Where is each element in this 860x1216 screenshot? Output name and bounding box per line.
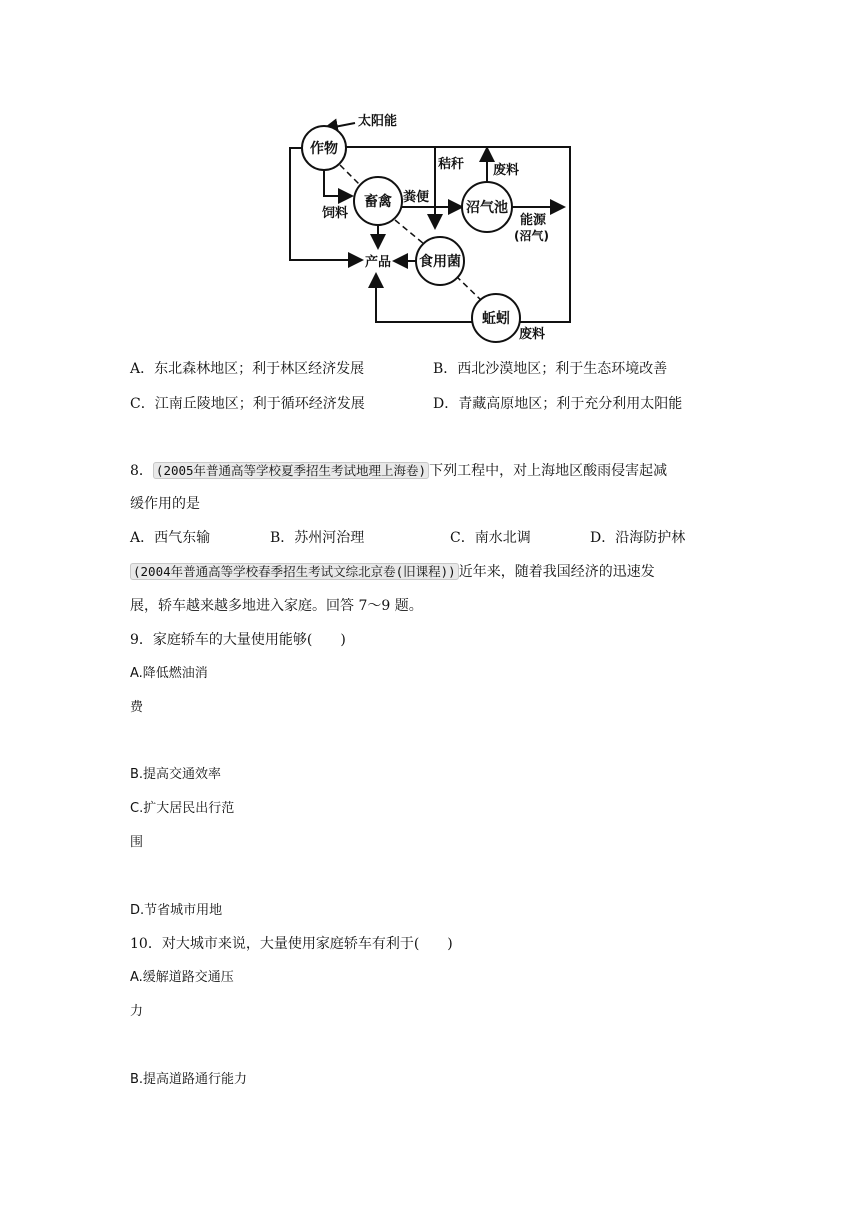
biogas-label: 沼气池 [466, 200, 508, 216]
q9-stem: 9．家庭轿车的大量使用能够( ) [130, 632, 346, 648]
feed-label: 饲料 [322, 206, 349, 221]
q8-stem [130, 461, 667, 481]
q9-option-a-line2: 费 [130, 700, 144, 715]
q7-option-d: D．青藏高原地区；利于充分利用太阳能 [433, 396, 683, 412]
q9-option-c-line1: C.扩大居民出行范 [130, 801, 235, 816]
mushroom-label: 食用菌 [419, 254, 461, 270]
q9-option-d: D.节省城市用地 [130, 903, 223, 918]
waste-top-label: 废料 [493, 163, 520, 178]
q8-option-b: B．苏州河治理 [270, 530, 365, 546]
q8-option-c: C．南水北调 [450, 530, 531, 546]
straw-label: 秸秆 [438, 157, 465, 172]
dashed-livestock-mushroom [395, 220, 424, 244]
q8-option-d: D．沿海防护林 [590, 530, 686, 546]
energy-label: 能源 [520, 213, 547, 228]
solar-label: 太阳能 [358, 114, 398, 129]
q8-option-a: A．西气东输 [130, 530, 211, 546]
energy-sub-label: (沼气) [514, 229, 549, 243]
arrow-earthworm-product [376, 274, 472, 322]
intro-line1 [130, 562, 655, 582]
diagram-svg [280, 100, 580, 345]
q8-source-tag: (2005年普通高等学校夏季招生考试地理上海卷) [153, 462, 429, 479]
q7-option-a: A．东北森林地区；利于林区经济发展 [130, 361, 365, 377]
intro-source-tag: (2004年普通高等学校春季招生考试文综北京卷(旧课程)) [130, 563, 459, 580]
crop-label: 作物 [310, 141, 338, 157]
q10-option-a-line2: 力 [130, 1004, 144, 1019]
eco-agriculture-diagram [280, 100, 580, 345]
q10-option-a-line1: A.缓解道路交通压 [130, 970, 234, 985]
q8-number: 8． [130, 463, 153, 479]
product-label: 产品 [364, 255, 392, 270]
arrow-crop-livestock [324, 170, 352, 196]
dashed-mushroom-earthworm [456, 276, 483, 302]
q8-text-line1: 下列工程中，对上海地区酸雨侵害起减 [429, 463, 668, 479]
q9-option-b: B.提高交通效率 [130, 767, 222, 782]
manure-label: 粪便 [403, 190, 430, 205]
waste-bottom-label: 废料 [519, 327, 546, 342]
intro-text-line1: 近年来，随着我国经济的迅速发 [458, 564, 655, 580]
q8-text-line2: 缓作用的是 [130, 496, 200, 512]
q9-option-c-line2: 围 [130, 835, 144, 850]
q10-option-b: B.提高道路通行能力 [130, 1072, 248, 1087]
intro-text-line2: 展，轿车越来越多地进入家庭。回答 7～9 题。 [130, 598, 423, 614]
q7-option-b: B．西北沙漠地区；利于生态环境改善 [433, 361, 668, 377]
q7-option-c: C．江南丘陵地区；利于循环经济发展 [130, 396, 365, 412]
livestock-label: 畜禽 [364, 194, 392, 210]
q9-option-a-line1: A.降低燃油消 [130, 666, 208, 681]
earthworm-label: 蚯蚓 [482, 311, 510, 327]
q10-stem: 10．对大城市来说，大量使用家庭轿车有利于( ) [130, 936, 453, 952]
